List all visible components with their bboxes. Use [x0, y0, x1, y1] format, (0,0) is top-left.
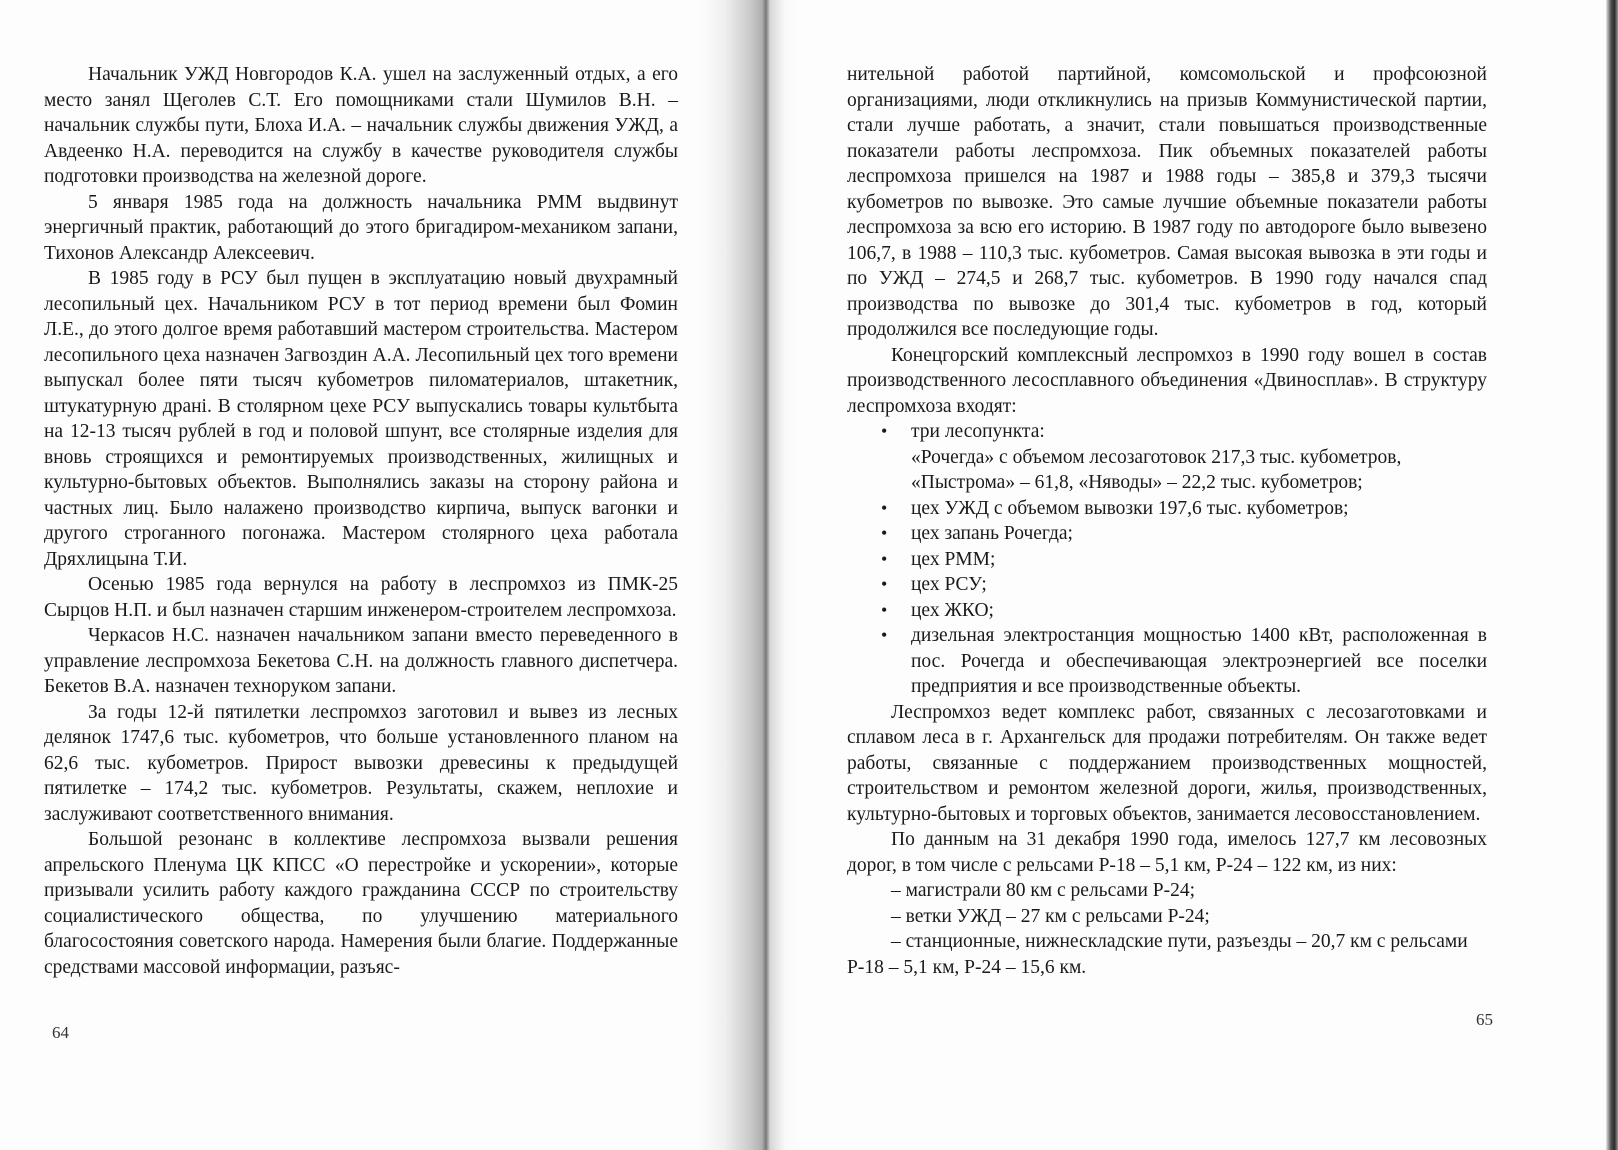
- paragraph: нительной работой партийной, комсомольской и профсоюзной организациями, люди откликнулись на призыв Коммунистической партии, стали лучше работать, а значит, стали повышаться производственные показатели работы леспромхоза. Пик объемных показателей работы леспромхоза пришелся на 1987 и 1988 годы – 385,8 и 379,3 тысячи кубометров по вывозке. Это самые лучшие объемные показатели работы леспромхоза за всю его историю. В 1987 году по автодороге было вывезено 106,7, в 1988 – 110,3 тыс. кубометров. Самая высокая вывозка в эти годы и по УЖД – 274,5 и 268,7 тыс. кубометров. В 1990 году начался спад производства по вывозке до 301,4 тыс. кубометров в год, который продолжился все последующие годы.: [847, 64, 1487, 340]
- list-item-text: цех ЖКО;: [911, 599, 994, 621]
- bullet-icon: •: [881, 497, 888, 518]
- bullet-icon: •: [881, 421, 888, 441]
- list-item-subline: «Пыстрома» – 61,8, «Няводы» – 22,2 тыс. кубометров;: [911, 472, 1363, 493]
- list-item-text: три лесопункта:: [911, 421, 1045, 442]
- list-item: – ветки УЖД – 27 км с рельсами Р-24;: [891, 905, 1210, 927]
- list-item: [881, 496, 1487, 522]
- roads-list: [847, 878, 1487, 980]
- list-item: [881, 623, 1487, 700]
- list-item: – магистрали 80 км с рельсами Р-24;: [891, 880, 1196, 901]
- list-item: [881, 521, 1487, 547]
- list-item-text: дизельная электростанция мощностью 1400 кВт, расположенная в пос. Рочегда и обеспечивающая электроэнергией все поселки предприятия и все производственные объекты.: [911, 625, 1487, 697]
- bullet-icon: •: [881, 625, 888, 645]
- paragraph: В 1985 году в РСУ был пущен в эксплуатацию новый двухрамный лесопильный цех. Начальником РСУ в тот период времени был Фомин Л.Е., до этого долгое время работавший мастером строительства. Мастером лесопильного цеха назначен Загвоздин А.А. Лесопильный цех того времени выпускал более пяти тысяч кубометров пиломатериалов, штакетник, штукатурную драні. В столярном цехе РСУ выпускались товары культбыта на 12-13 тысяч рублей в год и половой шпунт, все столярные изделия для вновь строящихся и ремонтируемых производственных, жилищных и культурно-бытовых объектов. Выполнялись заказы на сторону района и частных лиц. Было налажено производство кирпича, выпуск вагонки и другого строганного погонажа. Мастером столярного цеха работала Дряхлицына Т.И.: [44, 268, 678, 570]
- right-page: [847, 62, 1487, 980]
- bullet-icon: •: [881, 599, 888, 620]
- paragraph: За годы 12-й пятилетки леспромхоз заготовил и вывез из лесных делянок 1747,6 тыс. кубометров, что больше установленного планом на 62,6 тыс. кубометров. Прирост вывозки древесины к предыдущей пятилетке – 174,2 тыс. кубометров. Результаты, скажем, неплохие и заслуживают соответственного внимания.: [44, 701, 678, 825]
- paragraph: Большой резонанс в коллективе леспромхоза вызвали решения апрельского Пленума ЦК КПСС «О перестройке и ускорении», которые призывали усилить работу каждого гражданина СССР по строительству социалистического общества, по улучшению материального благосостояния советского народа. Намерения были благие. Поддержанные средствами массовой информации, разъяс-: [44, 829, 678, 978]
- list-item-text: цех РММ;: [911, 548, 996, 570]
- page-edge: [1606, 0, 1618, 1150]
- list-item: [881, 419, 1487, 496]
- bullet-icon: •: [881, 574, 888, 594]
- paragraph: Черкасов Н.С. назначен начальником запани вместо переведенного в управление леспромхоза Бекетова С.Н. на должность главного диспетчера. Бекетов В.А. назначен техноруком запани.: [44, 625, 678, 697]
- structure-list: [847, 419, 1487, 700]
- paragraph: Осенью 1985 года вернулся на работу в леспромхоз из ПМК-25 Сырцов Н.П. и был назначен старшим инженером-строителем леспромхоза.: [44, 574, 678, 621]
- left-page: [44, 62, 678, 980]
- bullet-icon: •: [881, 548, 888, 569]
- page-number-left: 64: [52, 1023, 69, 1042]
- list-item-subline: «Рочегда» с объемом лесозаготовок 217,3 тыс. кубометров,: [911, 446, 1402, 468]
- paragraph: 5 января 1985 года на должность начальника РММ выдвинут энергичный практик, работающий до этого бригадиром-механиком запани, Тихонов Александр Алексеевич.: [44, 191, 678, 264]
- page-number-right: 65: [1476, 1010, 1493, 1029]
- list-item: [881, 572, 1487, 598]
- list-item-text: цех РСУ;: [911, 574, 987, 595]
- book-gutter-shadow: [700, 0, 800, 1150]
- paragraph: Конецгорский комплексный леспромхоз в 1990 году вошел в состав производственного лесосплавного объединения «Двиносплав». В структуру леспромхоза входят:: [847, 344, 1487, 417]
- list-item-text: цех запань Рочегда;: [911, 523, 1073, 544]
- list-item: [881, 598, 1487, 624]
- paragraph: Начальник УЖД Новгородов К.А. ушел на заслуженный отдых, а его место занял Щеголев С.Т. Его помощниками стали Шумилов В.Н. – начальник службы пути, Блоха И.А. – начальник службы движения УЖД, а Авдеенко Н.А. переводится на службу в качестве руководителя службы подготовки производства на железной дороге.: [44, 64, 678, 187]
- bullet-icon: •: [881, 523, 888, 543]
- list-item: – станционные, нижнескладские пути, разъезды – 20,7 км с рельсами Р-18 – 5,1 км, Р-24 – 15,6 км.: [847, 931, 1468, 978]
- paragraph: Леспромхоз ведет комплекс работ, связанных с лесозаготовками и сплавом леса в г. Архангельск для продажи потребителям. Он также ведет работы, связанные с поддержанием производственных мощностей, строительством и ремонтом железной дороги, жилья, производственных, культурно-бытовых и торговых объектов, занимается лесовосстановлением.: [847, 701, 1487, 825]
- list-item-text: цех УЖД с объемом вывозки 197,6 тыс. кубометров;: [911, 497, 1349, 519]
- list-item: [881, 547, 1487, 573]
- paragraph: По данным на 31 декабря 1990 года, имелось 127,7 км лесовозных дорог, в том числе с рельсами Р-18 – 5,1 км, Р-24 – 122 км, из них:: [847, 829, 1487, 876]
